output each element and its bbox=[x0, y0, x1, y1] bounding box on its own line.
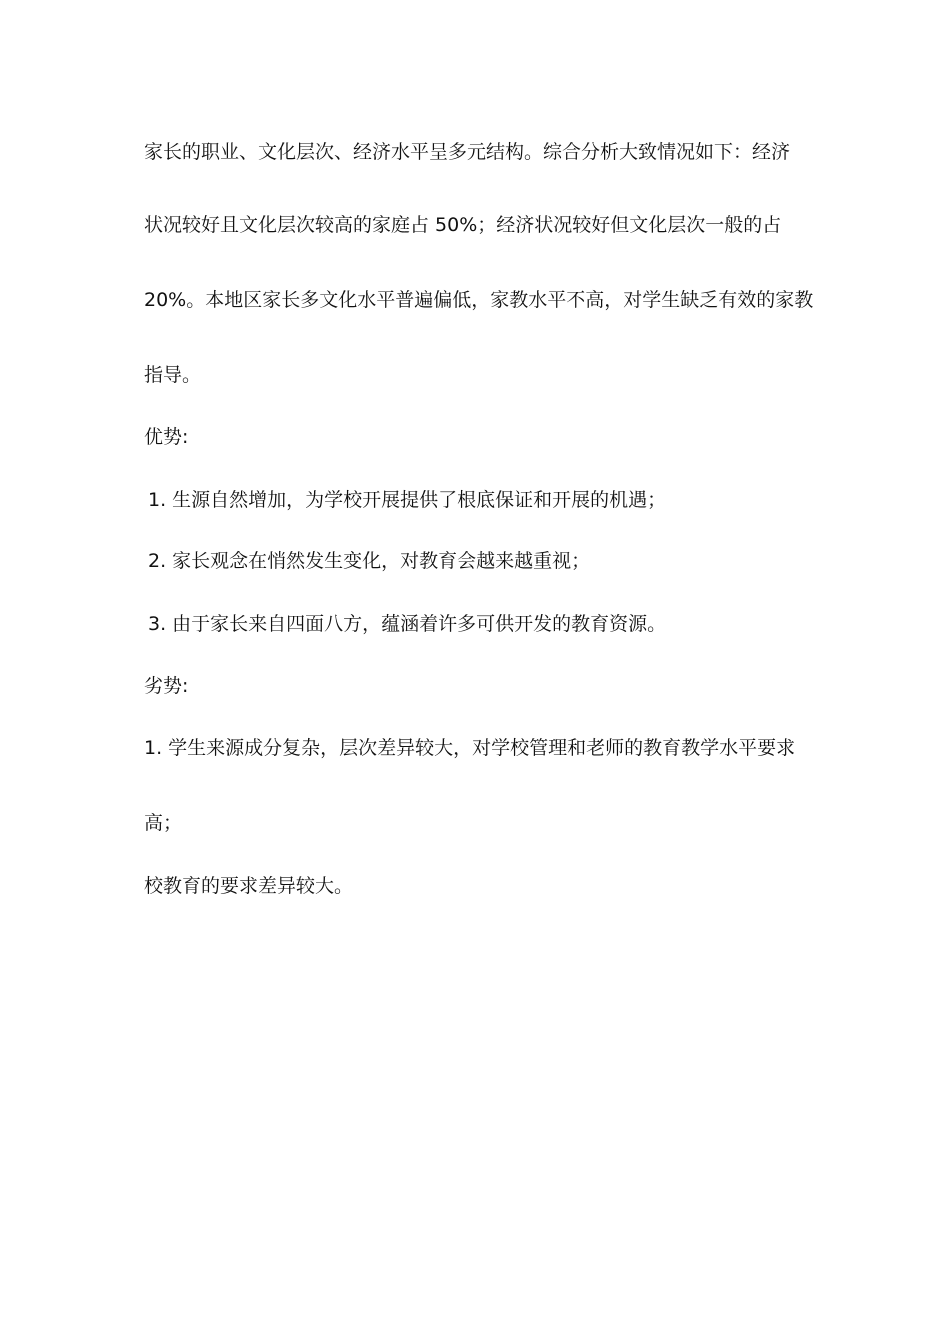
paragraph-line: 校教育的要求差异较大。 bbox=[144, 875, 354, 897]
paragraph-line: 指导。 bbox=[144, 364, 202, 386]
list-item: 2. 家长观念在悄然发生变化，对教育会越来越重视； bbox=[148, 550, 591, 572]
list-item: 3. 由于家长来自四面八方，蕴涵着许多可供开发的教育资源。 bbox=[148, 613, 667, 635]
list-item-continuation: 高； bbox=[144, 812, 183, 834]
paragraph-line: 家长的职业、文化层次、经济水平呈多元结构。综合分析大致情况如下：经济 bbox=[144, 141, 791, 163]
disadvantages-heading: 劣势: bbox=[144, 675, 189, 697]
paragraph-line: 状况较好且文化层次较高的家庭占 50%；经济状况较好但文化层次一般的占 bbox=[144, 214, 782, 236]
list-item: 1. 学生来源成分复杂，层次差异较大，对学校管理和老师的教育教学水平要求 bbox=[144, 737, 796, 759]
list-item: 1. 生源自然增加，为学校开展提供了根底保证和开展的机遇； bbox=[148, 489, 667, 511]
paragraph-line: 20%。本地区家长多文化水平普遍偏低，家教水平不高，对学生缺乏有效的家教 bbox=[144, 289, 814, 311]
advantages-heading: 优势: bbox=[144, 426, 189, 448]
